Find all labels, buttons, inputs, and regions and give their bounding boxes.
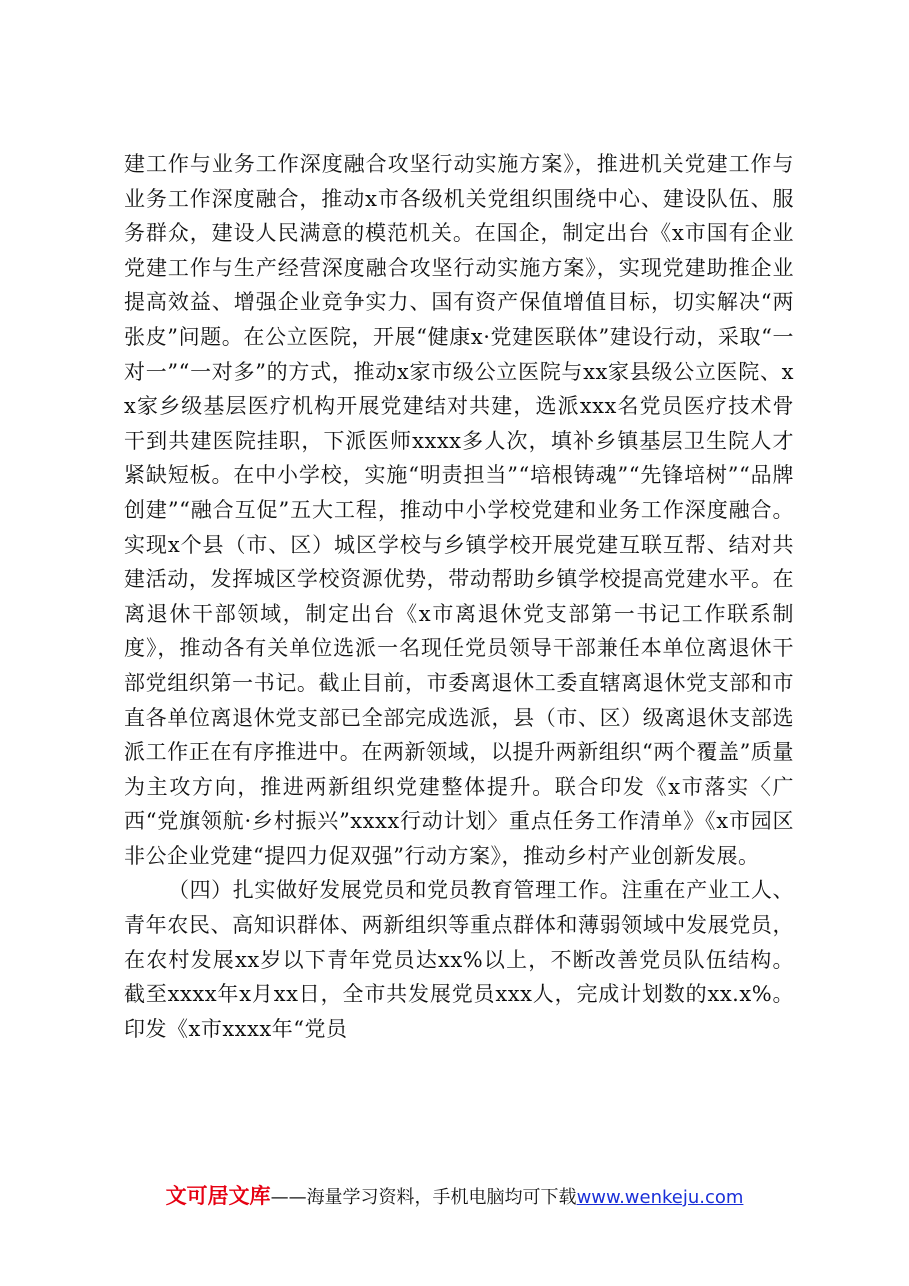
footer-slogan: ——海量学习资料，手机电脑均可下载 <box>270 1187 577 1208</box>
paragraph-party-member-development: （四）扎实做好发展党员和党员教育管理工作。注重在产业工人、青年农民、高知识群体、两新组织等重点群体和薄弱领域中发展党员，在农村发展xx岁以下青年党员达xx%以上，不断改善党员队伍结构。截至xxxx年x月xx日，全市共发展党员xxx人，完成计划数的xx.x%。印发《x市xxxx年“党员 <box>124 878 794 1041</box>
document-body <box>124 147 794 1046</box>
footer-brand: 文可居文库 <box>165 1184 271 1208</box>
paragraph-party-building-integration: 建工作与业务工作深度融合攻坚行动实施方案》，推进机关党建工作与业务工作深度融合，推动x市各级机关党组织围绕中心、建设队伍、服务群众，建设人民满意的模范机关。在国企，制定出台《x市国有企业党建工作与生产经营深度融合攻坚行动实施方案》，实现党建助推企业提高效益、增强企业竞争实力、国有资产保值增值目标，切实解决“两张皮”问题。在公立医院，开展“健康x·党建医联体”建设行动，采取“一对一”“一对多”的方式，推动x家市级公立医院与xx家县级公立医院、xx家乡级基层医疗机构开展党建结对共建，选派xxx名党员医疗技术骨干到共建医院挂职，下派医师xxxx多人次，填补乡镇基层卫生院人才紧缺短板。在中小学校，实施“明责担当”“培根铸魂”“先锋培树”“品牌创建”“融合互促”五大工程，推动中小学校党建和业务工作深度融合。实现x个县（市、区）城区学校与乡镇学校开展党建互联互帮、结对共建活动，发挥城区学校资源优势，带动帮助乡镇学校提高党建水平。在离退休干部领域，制定出台《x市离退休党支部第一书记工作联系制度》，推动各有关单位选派一名现任党员领导干部兼任本单位离退休干部党组织第一书记。截止目前，市委离退休工委直辖离退休党支部和市直各单位离退休党支部已全部完成选派，县（市、区）级离退休支部选派工作正在有序推进中。在两新领域，以提升两新组织“两个覆盖”质量为主攻方向，推进两新组织党建整体提升。联合印发《x市落实〈广西“党旗领航·乡村振兴”xxxx行动计划〉重点任务工作清单》《x市园区非公企业党建“提四力促双强”行动方案》，推动乡村产业创新发展。 <box>124 152 794 868</box>
footer-site-link[interactable]: www.wenkeju.com <box>576 1187 744 1208</box>
footer-banner <box>0 1183 909 1211</box>
